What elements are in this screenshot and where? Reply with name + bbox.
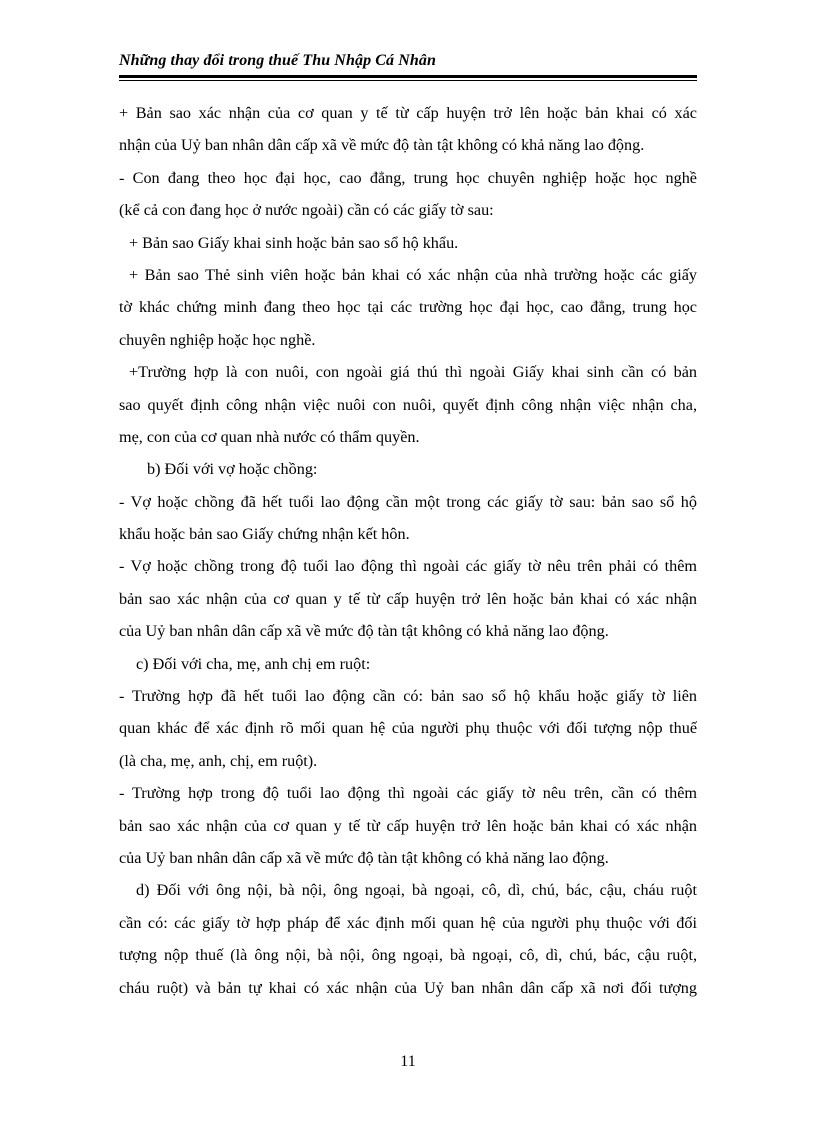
text-line: khẩu hoặc bản sao Giấy chứng nhận kết hôn. — [119, 525, 410, 544]
section-heading — [119, 648, 697, 680]
paragraph — [119, 874, 697, 1004]
text-line: +Trường hợp là con nuôi, con ngoài giá thú thì ngoài Giấy khai sinh cần có bản — [129, 363, 697, 382]
text-line: bản sao xác nhận của cơ quan y tế từ cấp huyện trở lên hoặc bản khai có xác nhận — [119, 816, 697, 835]
text-line: sao quyết định công nhận việc nuôi con nuôi, quyết định công nhận việc nhận cha, — [119, 395, 697, 414]
text-line: mẹ, con của cơ quan nhà nước có thẩm quyền. — [119, 427, 420, 446]
document-body — [119, 97, 697, 1004]
paragraph — [119, 259, 697, 356]
paragraph — [119, 777, 697, 874]
paragraph — [119, 680, 697, 777]
text-line: + Bản sao xác nhận của cơ quan y tế từ cấp huyện trở lên hoặc bản khai có xác — [119, 104, 697, 122]
paragraph — [119, 97, 697, 162]
section-heading — [119, 453, 697, 485]
text-line: bản sao xác nhận của cơ quan y tế từ cấp huyện trở lên hoặc bản khai có xác nhận — [119, 589, 697, 608]
document-title: Những thay đổi trong thuế Thu Nhập Cá Nhân — [119, 52, 436, 69]
paragraph — [119, 227, 697, 259]
text-line: + Bản sao Thẻ sinh viên hoặc bản khai có xác nhận của nhà trường hoặc các giấy — [129, 265, 697, 284]
page-number: 11 — [400, 1053, 416, 1070]
text-line: (là cha, mẹ, anh, chị, em ruột). — [119, 751, 318, 770]
text-line: b) Đối với vợ hoặc chồng: — [147, 460, 318, 479]
text-line: tượng nộp thuế (là ông nội, bà nội, ông ngoại, bà ngoại, cô, dì, chú, bác, cậu ruột, — [119, 946, 697, 965]
page-header — [119, 50, 697, 81]
text-line: - Vợ hoặc chồng đã hết tuổi lao động cần một trong các giấy tờ sau: bản sao sổ hộ — [119, 492, 697, 511]
header-rule-thick — [119, 75, 697, 78]
text-line: - Con đang theo học đại học, cao đẳng, trung học chuyên nghiệp hoặc học nghề — [119, 168, 697, 187]
text-line: - Trường hợp trong độ tuổi lao động thì ngoài các giấy tờ nêu trên, cần có thêm — [119, 784, 697, 803]
text-line: - Vợ hoặc chồng trong độ tuổi lao động thì ngoài các giấy tờ nêu trên phải có thêm — [119, 557, 697, 576]
header-rule-thin — [119, 80, 697, 81]
text-line: (kể cả con đang học ở nước ngoài) cần có các giấy tờ sau: — [119, 201, 494, 220]
text-line: nhận của Uỷ ban nhân dân cấp xã về mức độ tàn tật không có khả năng lao động. — [119, 136, 645, 155]
text-line: của Uỷ ban nhân dân cấp xã về mức độ tàn tật không có khả năng lao động. — [119, 622, 609, 641]
text-line: chuyên nghiệp hoặc học nghề. — [119, 330, 316, 349]
text-line: của Uỷ ban nhân dân cấp xã về mức độ tàn tật không có khả năng lao động. — [119, 848, 609, 867]
text-line: cần có: các giấy tờ hợp pháp để xác định mối quan hệ của người phụ thuộc với đối — [119, 913, 697, 932]
text-line: quan khác để xác định rõ mối quan hệ của người phụ thuộc với đối tượng nộp thuế — [119, 719, 697, 738]
text-line: cháu ruột) và bản tự khai có xác nhận của Uỷ ban nhân dân cấp xã nơi đối tượng — [119, 978, 697, 997]
paragraph — [119, 486, 697, 551]
text-line: tờ khác chứng minh đang theo học tại các trường học đại học, cao đẳng, trung học — [119, 298, 697, 317]
text-line: c) Đối với cha, mẹ, anh chị em ruột: — [136, 654, 371, 673]
text-line: d) Đối với ông nội, bà nội, ông ngoại, bà ngoại, cô, dì, chú, bác, cậu, cháu ruột — [136, 881, 697, 900]
paragraph — [119, 162, 697, 227]
paragraph — [119, 550, 697, 647]
text-line: + Bản sao Giấy khai sinh hoặc bản sao sổ hộ khẩu. — [129, 233, 459, 252]
paragraph — [119, 356, 697, 453]
text-line: - Trường hợp đã hết tuổi lao động cần có: bản sao sổ hộ khẩu hoặc giấy tờ liên — [119, 687, 697, 706]
